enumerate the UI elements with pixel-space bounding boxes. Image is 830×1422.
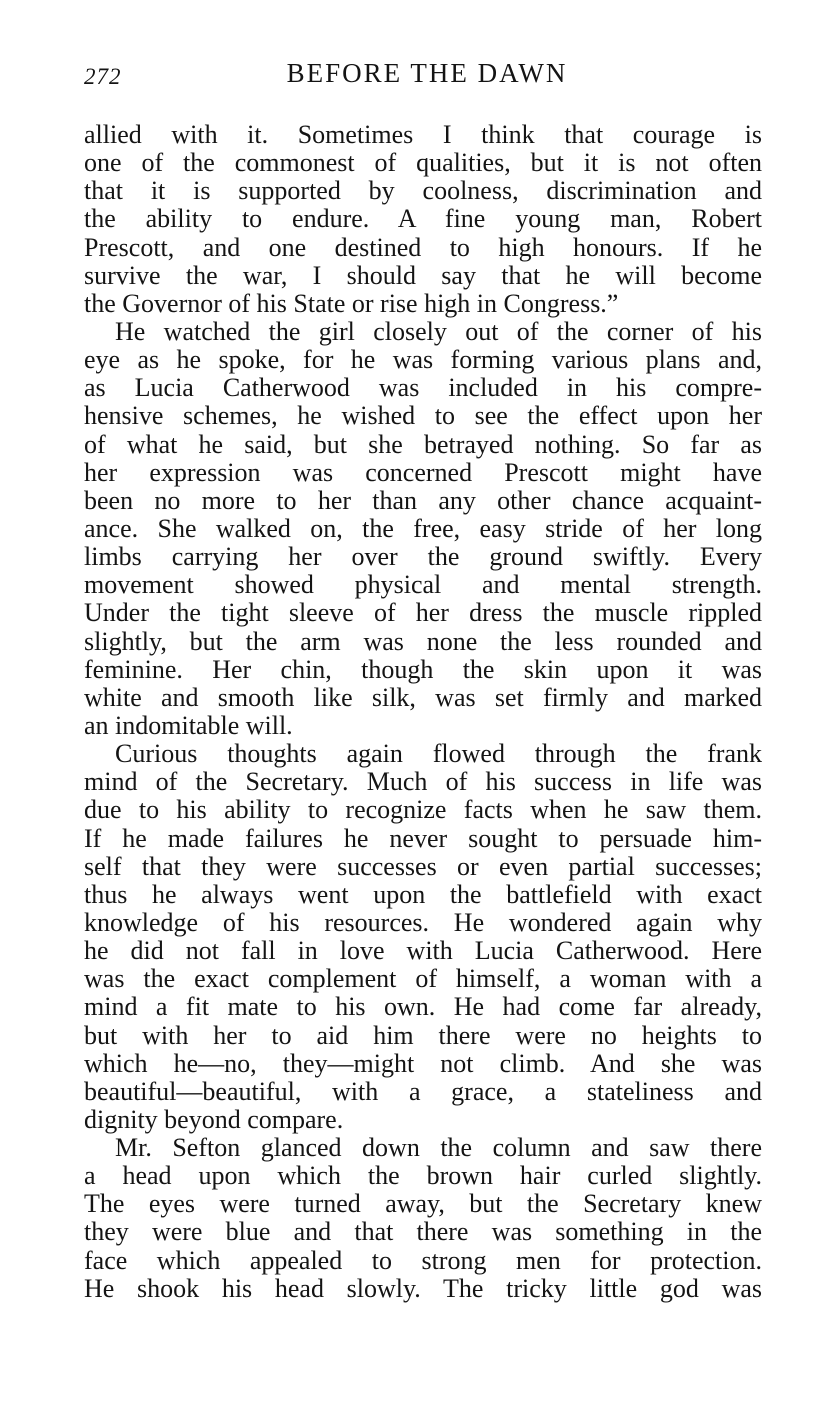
text-line: a head upon which the brown hair curled slightly. xyxy=(84,1161,762,1191)
page-header xyxy=(84,58,762,94)
text-line: mind of the Secretary. Much of his success in life was xyxy=(84,767,762,797)
text-line: was the exact complement of himself, a woman with a xyxy=(84,964,762,994)
text-line: face which appealed to strong men for protection. xyxy=(84,1245,762,1275)
text-line: white and smooth like silk, was set firmly and marked xyxy=(84,682,762,712)
body-text xyxy=(84,121,762,1303)
text-line: due to his ability to recognize facts when he saw them. xyxy=(84,795,762,825)
text-line: self that they were successes or even partial successes; xyxy=(84,851,762,881)
text-line: survive the war, I should say that he will become xyxy=(84,260,762,290)
text-line: hensive schemes, he wished to see the effect upon her xyxy=(84,401,762,431)
text-line: they were blue and that there was something in the xyxy=(84,1217,762,1247)
text-line: beautiful—beautiful, with a grace, a stateliness and xyxy=(84,1076,762,1106)
text-line: allied with it. Sometimes I think that courage is xyxy=(84,120,762,149)
running-title: BEFORE THE DAWN xyxy=(286,58,568,88)
text-line: Mr. Sefton glanced down the column and saw there xyxy=(115,1133,762,1163)
text-line: Curious thoughts again flowed through the frank xyxy=(115,739,762,769)
page-number: 272 xyxy=(84,64,122,89)
text-line: her expression was concerned Prescott might have xyxy=(84,457,762,487)
text-line: of what he said, but she betrayed nothing. So far as xyxy=(84,429,762,459)
text-line: He watched the girl closely out of the corner of his xyxy=(115,316,762,346)
text-line: the Governor of his State or rise high in Congress.” xyxy=(84,288,619,318)
text-line: limbs carrying her over the ground swiftly. Every xyxy=(84,542,762,572)
text-line: that it is supported by coolness, discrimination and xyxy=(84,176,762,206)
text-line: eye as he spoke, for he was forming various plans and, xyxy=(84,345,762,375)
text-line: Under the tight sleeve of her dress the muscle rippled xyxy=(84,598,762,628)
text-line: The eyes were turned away, but the Secretary knew xyxy=(84,1189,762,1219)
text-line: ance. She walked on, the free, easy stride of her long xyxy=(84,513,762,543)
text-line: Prescott, and one destined to high honours. If he xyxy=(84,232,762,262)
text-line: He shook his head slowly. The tricky little god was xyxy=(84,1273,762,1303)
text-line: the ability to endure. A fine young man, Robert xyxy=(84,204,762,234)
text-line: dignity beyond compare. xyxy=(84,1104,344,1134)
text-line: thus he always went upon the battlefield with exact xyxy=(84,879,762,909)
text-line: feminine. Her chin, though the skin upon it was xyxy=(84,654,762,684)
text-line: been no more to her than any other chance acquaint- xyxy=(84,485,762,515)
text-line: which he—no, they—might not climb. And she was xyxy=(84,1048,762,1078)
text-line: but with her to aid him there were no heights to xyxy=(84,1020,762,1050)
text-line: If he made failures he never sought to persuade him- xyxy=(84,823,762,853)
text-line: one of the commonest of qualities, but it is not often xyxy=(84,148,762,178)
text-line: knowledge of his resources. He wondered again why xyxy=(84,907,762,937)
text-line: he did not fall in love with Lucia Catherwood. Here xyxy=(84,936,762,966)
text-line: slightly, but the arm was none the less rounded and xyxy=(84,626,762,656)
text-line: movement showed physical and mental strength. xyxy=(84,570,762,600)
text-line: as Lucia Catherwood was included in his compre- xyxy=(84,373,762,403)
text-line: an indomitable will. xyxy=(84,710,293,740)
text-line: mind a fit mate to his own. He had come far already, xyxy=(84,992,762,1022)
